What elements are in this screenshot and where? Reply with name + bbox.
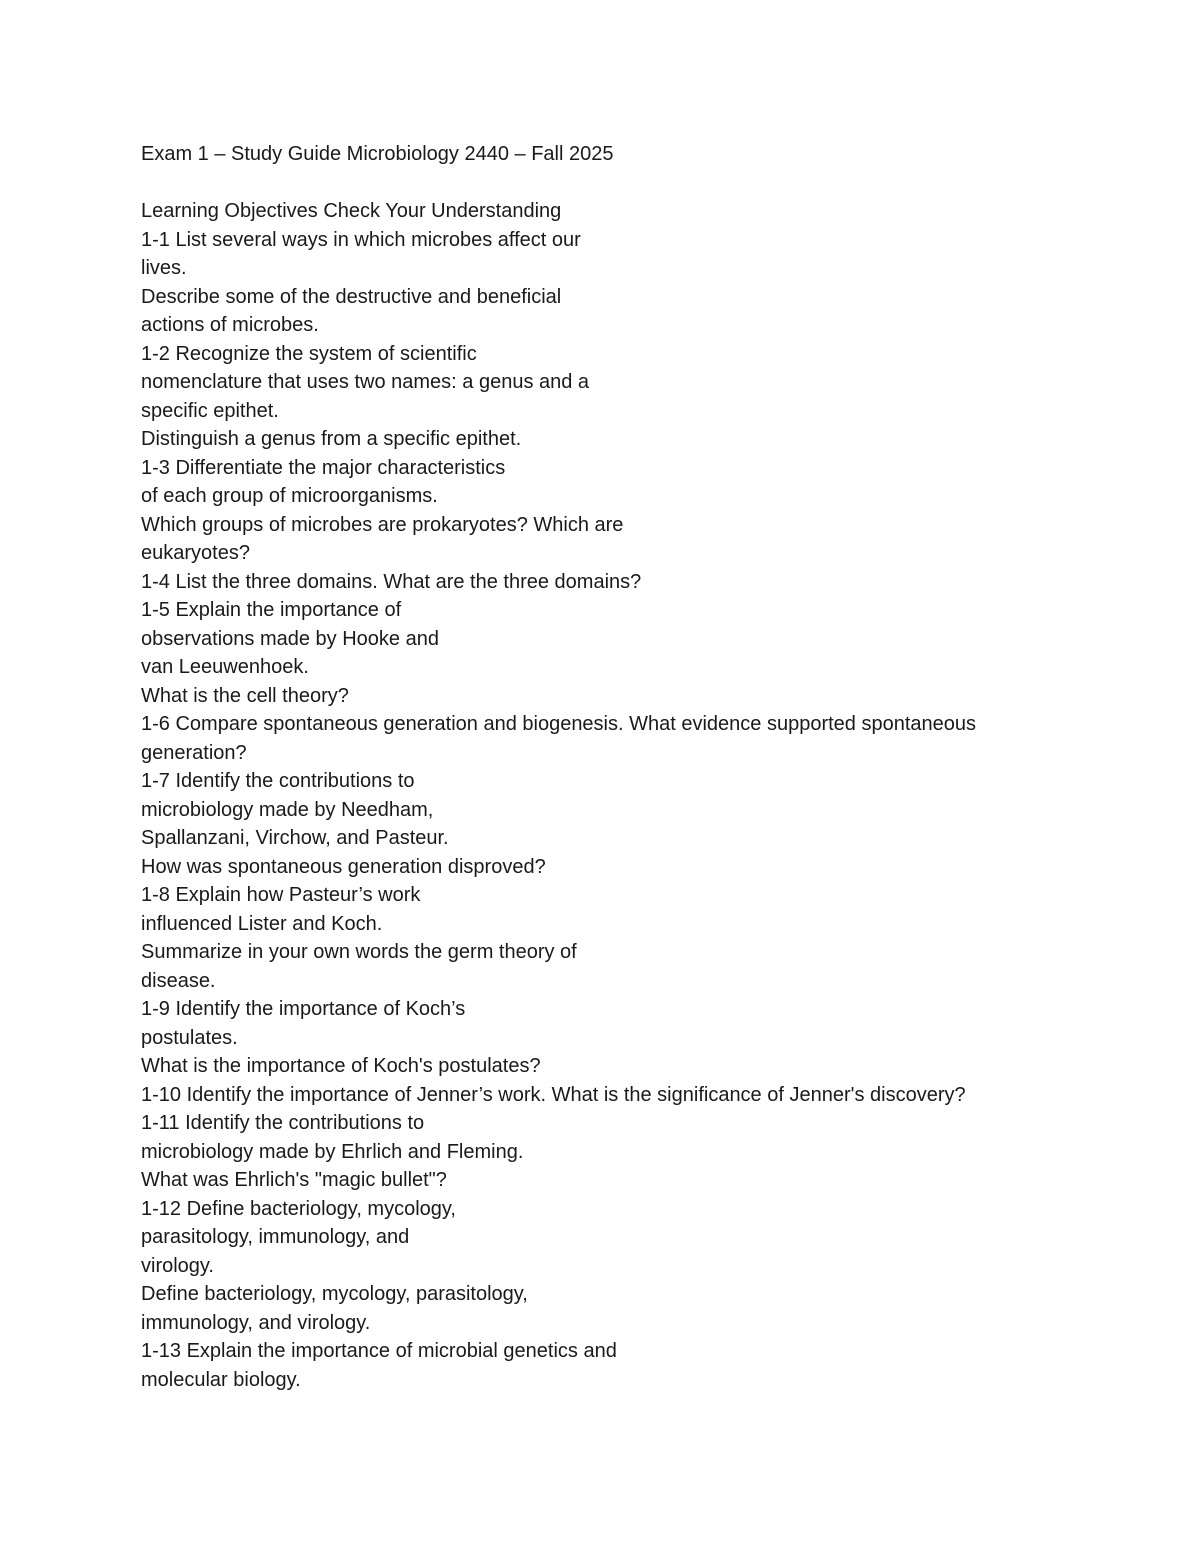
text-line: 1-7 Identify the contributions to <box>141 770 415 792</box>
text-line: 1-8 Explain how Pasteur’s work <box>141 884 421 906</box>
text-line: Spallanzani, Virchow, and Pasteur. <box>141 827 449 849</box>
text-line: microbiology made by Ehrlich and Fleming. <box>141 1140 524 1163</box>
text-line: microbiology made by Needham, <box>141 798 434 821</box>
text-line: How was spontaneous generation disproved? <box>141 855 546 878</box>
text-line: eukaryotes? <box>141 542 250 564</box>
text-line: 1-5 Explain the importance of <box>141 599 402 621</box>
document-body <box>141 140 1081 1394</box>
text-line: Summarize in your own words the germ theory of <box>141 941 577 963</box>
text-line: Learning Objectives Check Your Understanding <box>141 200 562 222</box>
text-lines <box>141 197 1081 1394</box>
text-line: generation? <box>141 741 247 764</box>
text-line: of each group of microorganisms. <box>141 485 438 507</box>
text-line: 1-1 List several ways in which microbes affect our <box>141 228 581 251</box>
text-line: 1-3 Differentiate the major characteristics <box>141 456 506 479</box>
text-line: 1-13 Explain the importance of microbial genetics and <box>141 1340 617 1362</box>
text-line: What is the cell theory? <box>141 684 349 707</box>
text-line: lives. <box>141 257 187 279</box>
text-line: 1-4 List the three domains. What are the three domains? <box>141 570 642 593</box>
text-line: 1-9 Identify the importance of Koch’s <box>141 998 466 1020</box>
text-line: 1-10 Identify the importance of Jenner’s work. What is the significance of Jenner's discovery? <box>141 1083 966 1106</box>
text-line: observations made by Hooke and <box>141 627 439 650</box>
text-line: specific epithet. <box>141 399 279 422</box>
text-line: influenced Lister and Koch. <box>141 912 383 935</box>
text-line: van Leeuwenhoek. <box>141 656 309 678</box>
text-line: nomenclature that uses two names: a genus and a <box>141 371 590 393</box>
text-line: Describe some of the destructive and beneficial <box>141 285 562 308</box>
text-line: 1-11 Identify the contributions to <box>141 1112 425 1134</box>
text-line: actions of microbes. <box>141 314 319 336</box>
text-line: postulates. <box>141 1026 238 1049</box>
text-line: Define bacteriology, mycology, parasitology, <box>141 1283 528 1305</box>
text-line: Which groups of microbes are prokaryotes? Which are <box>141 513 624 536</box>
text-line: What was Ehrlich's "magic bullet"? <box>141 1169 447 1191</box>
text-line: 1-2 Recognize the system of scientific <box>141 342 477 365</box>
text-line: disease. <box>141 969 216 992</box>
text-line: molecular biology. <box>141 1368 301 1391</box>
text-line: What is the importance of Koch's postulates? <box>141 1055 541 1077</box>
text-line: parasitology, immunology, and <box>141 1226 410 1248</box>
blank-line <box>141 169 1081 198</box>
document-title: Exam 1 – Study Guide Microbiology 2440 – Fall 2025 <box>141 143 614 165</box>
text-line: 1-6 Compare spontaneous generation and biogenesis. What evidence supported spontaneous <box>141 713 977 735</box>
text-line: Distinguish a genus from a specific epithet. <box>141 428 522 450</box>
text-line: virology. <box>141 1254 214 1277</box>
text-line: immunology, and virology. <box>141 1311 371 1334</box>
text-line: 1-12 Define bacteriology, mycology, <box>141 1197 456 1220</box>
